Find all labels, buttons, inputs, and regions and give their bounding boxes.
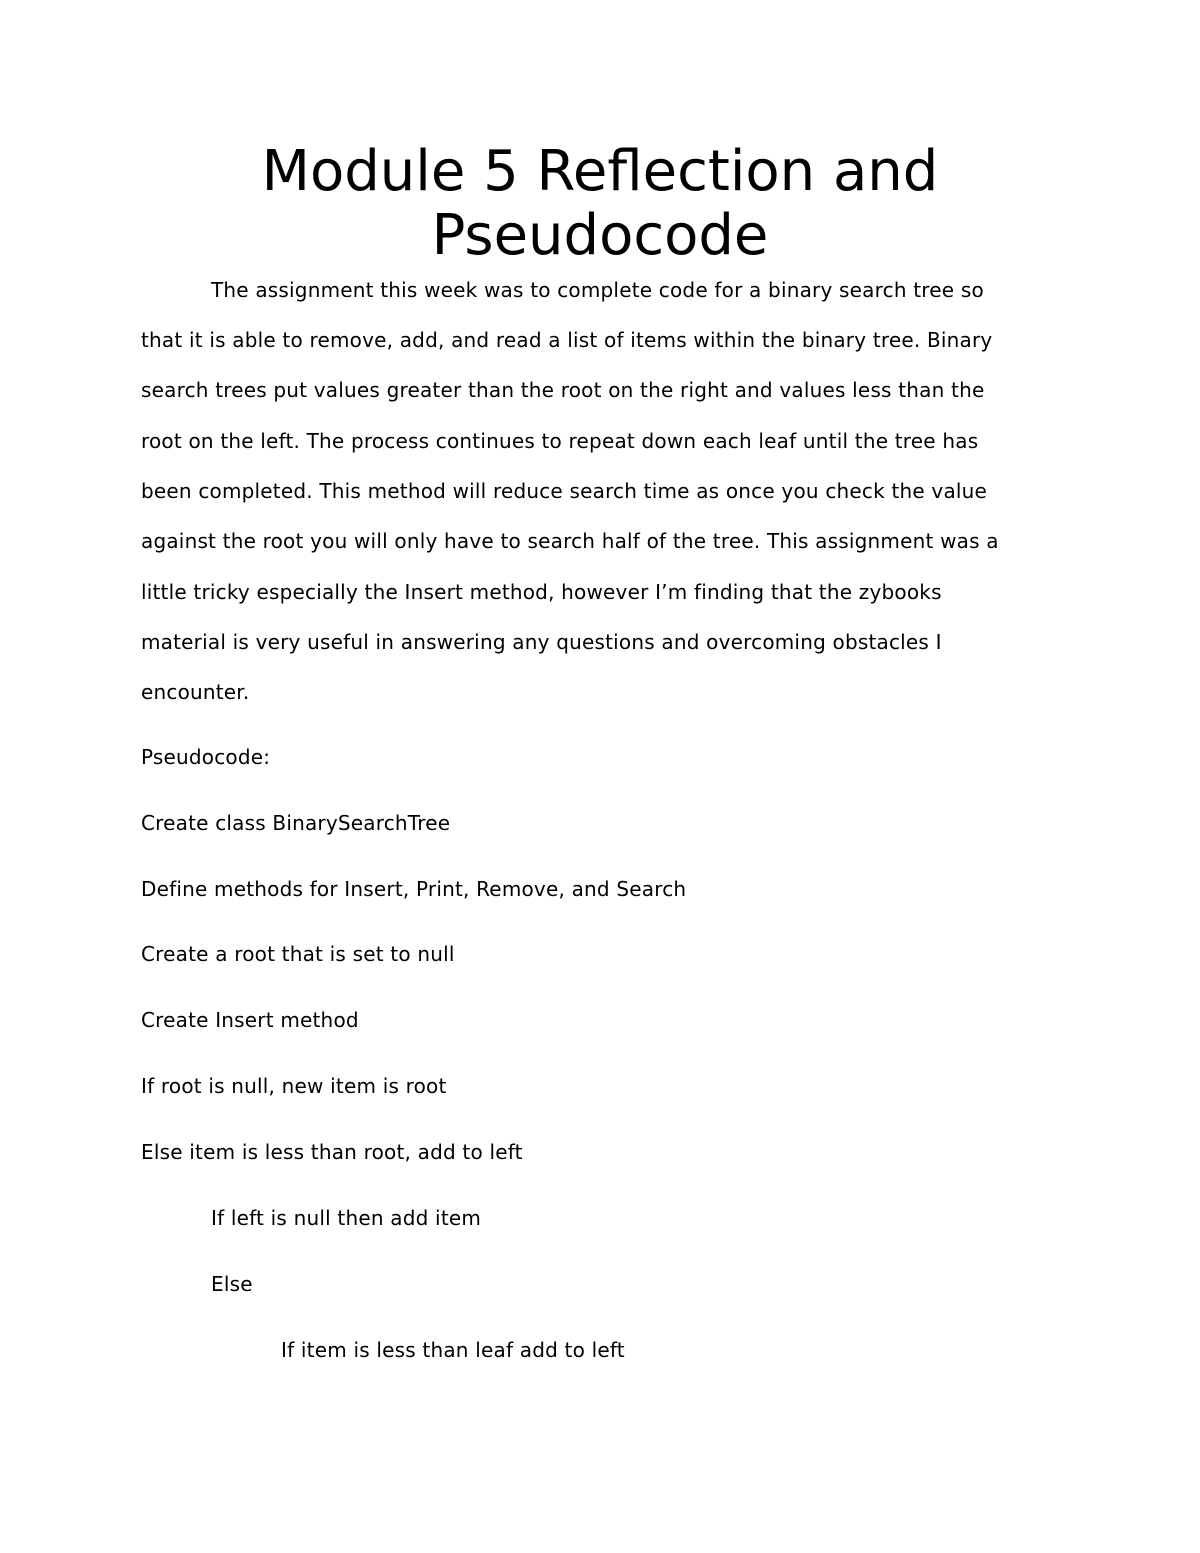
pseudocode-line: Create a root that is set to null [141, 942, 455, 966]
title-line-1: Module 5 Reflection and [261, 139, 939, 204]
paragraph-line: little tricky especially the Insert method, however I’m finding that the zybooks [141, 580, 942, 604]
pseudocode-line: If root is null, new item is root [141, 1074, 447, 1098]
paragraph-line: The assignment this week was to complete code for a binary search tree so [211, 278, 984, 302]
pseudocode-line: Define methods for Insert, Print, Remove, and Search [141, 877, 687, 901]
paragraph-line: that it is able to remove, add, and read a list of items within the binary tree. Binary [141, 328, 993, 352]
pseudocode-line: Else item is less than root, add to left [141, 1140, 523, 1164]
pseudocode-line: Create class BinarySearchTree [141, 811, 451, 835]
paragraph-line: encounter. [141, 680, 250, 704]
document-title [0, 140, 1200, 268]
paragraph-line: material is very useful in answering any questions and overcoming obstacles I [141, 630, 942, 654]
paragraph-line: root on the left. The process continues to repeat down each leaf until the tree has [141, 429, 979, 453]
paragraph-line: against the root you will only have to search half of the tree. This assignment was a [141, 529, 999, 553]
pseudocode-heading: Pseudocode: [141, 745, 271, 769]
pseudocode-line: If left is null then add item [211, 1206, 482, 1230]
pseudocode-line: Create Insert method [141, 1008, 359, 1032]
paragraph-line: search trees put values greater than the root on the right and values less than the [141, 378, 985, 402]
title-line-2: Pseudocode [431, 203, 769, 268]
pseudocode-line: If item is less than leaf add to left [281, 1338, 625, 1362]
paragraph-line: been completed. This method will reduce search time as once you check the value [141, 479, 988, 503]
pseudocode-line: Else [211, 1272, 253, 1296]
